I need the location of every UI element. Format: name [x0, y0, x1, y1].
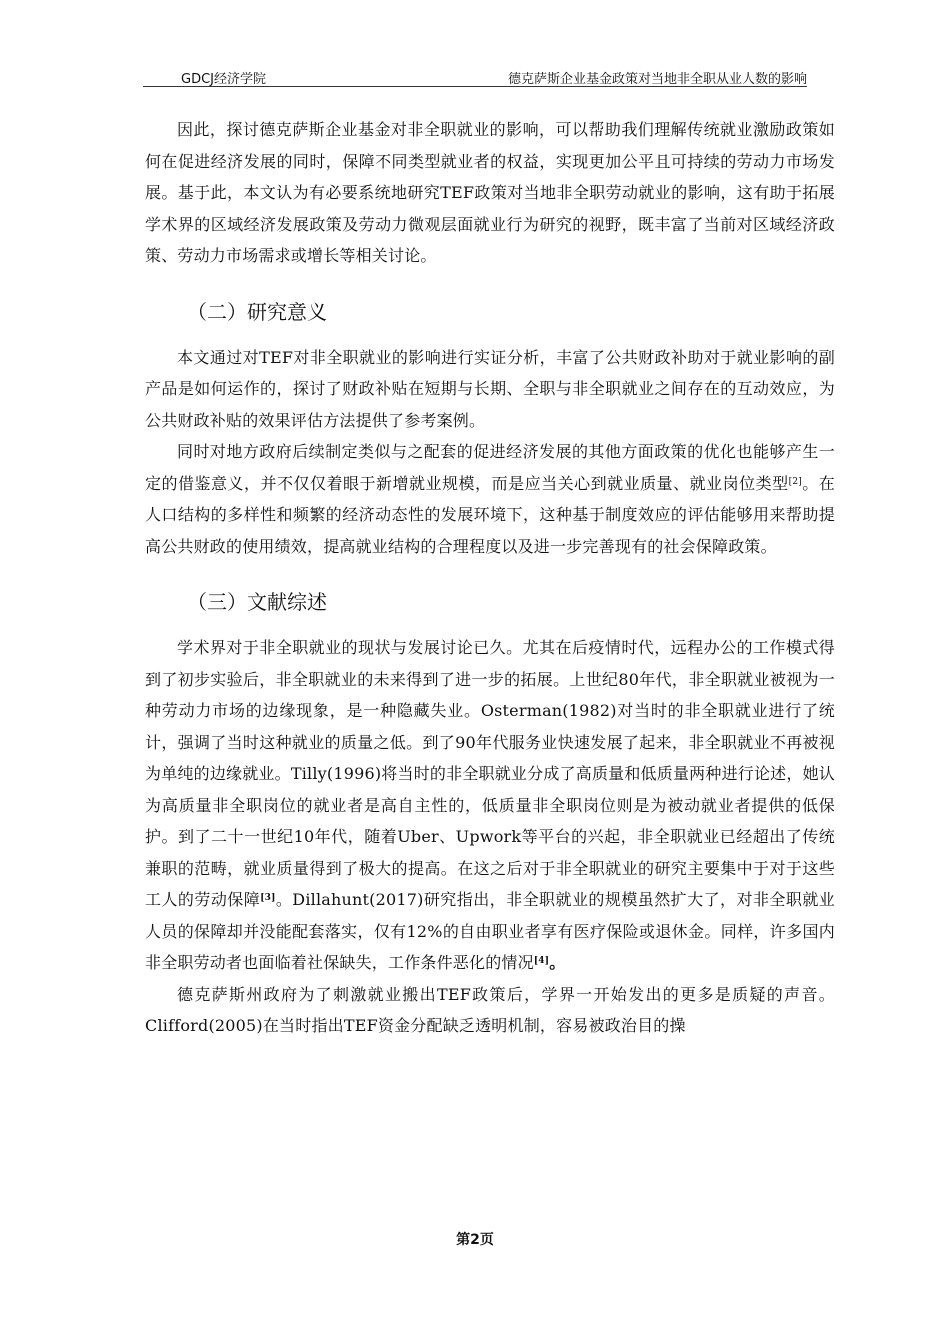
citation-ref: [2] — [788, 476, 802, 487]
section-heading-significance: （二）研究意义 — [187, 299, 327, 324]
page-body — [145, 114, 835, 1042]
text-run: 。 — [549, 953, 566, 972]
text-run: 同时对地方政府后续制定类似与之配套的促进经济发展的其他方面政策的优化也能够产生一定的借鉴意义，并不仅仅着眼于新增就业规模，而是应当关心到就业质量、就业岗位类型 — [145, 442, 835, 493]
paragraph-literature-1 — [145, 632, 835, 979]
paragraph-literature-2: 德克萨斯州政府为了刺激就业搬出TEF政策后，学界一开始发出的更多是质疑的声音。Clifford(2005)在当时指出TEF资金分配缺乏透明机制，容易被政治目的操 — [145, 984, 835, 1035]
citation-ref: [3] — [260, 893, 276, 903]
citation-ref: [4] — [533, 956, 550, 966]
text-run: 。Dillahunt(2017)研究指出，非全职就业的规模虽然扩大了，对非全职就业人员的保障却并没能配套落实，仅有12%的自由职业者享有医疗保险或退休金。同样，许多国内非全职劳动者也面临着社保缺失，工作条件恶化的情况 — [145, 890, 835, 972]
paragraph-significance-2 — [145, 436, 835, 562]
text-run: 。在人口结构的多样性和频繁的经济动态性的发展环境下，这种基于制度效应的评估能够用来帮助提高公共财政的使用绩效，提高就业结构的合理程度以及进一步完善现有的社会保障政策。 — [145, 473, 835, 556]
paragraph-intro: 因此，探讨德克萨斯企业基金对非全职就业的影响，可以帮助我们理解传统就业激励政策如何在促进经济发展的同时，保障不同类型就业者的权益，实现更加公平且可持续的劳动力市场发展。基于此，本文认为有必要系统地研究TEF政策对当地非全职劳动就业的影响，这有助于拓展学术界的区域经济发展政策及劳动力微观层面就业行为研究的视野，既丰富了当前对区域经济政策、劳动力市场需求或增长等相关讨论。 — [145, 120, 835, 265]
paragraph-significance-1: 本文通过对TEF对非全职就业的影响进行实证分析，丰富了公共财政补助对于就业影响的副产品是如何运作的，探讨了财政补贴在短期与长期、全职与非全职就业之间存在的互动效应，为公共财政补贴的效果评估方法提供了参考案例。 — [145, 347, 835, 430]
header-right-text: 德克萨斯企业基金政策对当地非全职从业人数的影响 — [507, 72, 807, 87]
page-header — [143, 64, 807, 87]
text-run: 学术界对于非全职就业的现状与发展讨论已久。尤其在后疫情时代，远程办公的工作模式得到了初步实验后，非全职就业的未来得到了进一步的拓展。上世纪80年代，非全职就业被视为一种劳动力市场的边缘现象，是一种隐藏失业。Osterman(1982)对当时的非全职就业进行了统计，强调了当时这种就业的质量之低。到了90年代服务业快速发展了起来，非全职就业不再被视为单纯的边缘就业。Tilly(1996)将当时的非全职就业分成了高质量和低质量两种进行论述，她认为高质量非全职岗位的就业者是高自主性的，低质量非全职岗位则是为被动就业者提供的低保护。到了二十一世纪10年代，随着Uber、Upwork等平台的兴起，非全职就业已经超出了传统兼职的范畴，就业质量得到了极大的提高。在这之后对于非全职就业的研究主要集中于对于这些工人的劳动保障 — [145, 638, 835, 909]
section-heading-literature: （三）文献综述 — [187, 590, 327, 614]
page-number: 第2页 — [456, 1232, 494, 1248]
header-left-text: GDCJ经济学院 — [181, 72, 266, 87]
